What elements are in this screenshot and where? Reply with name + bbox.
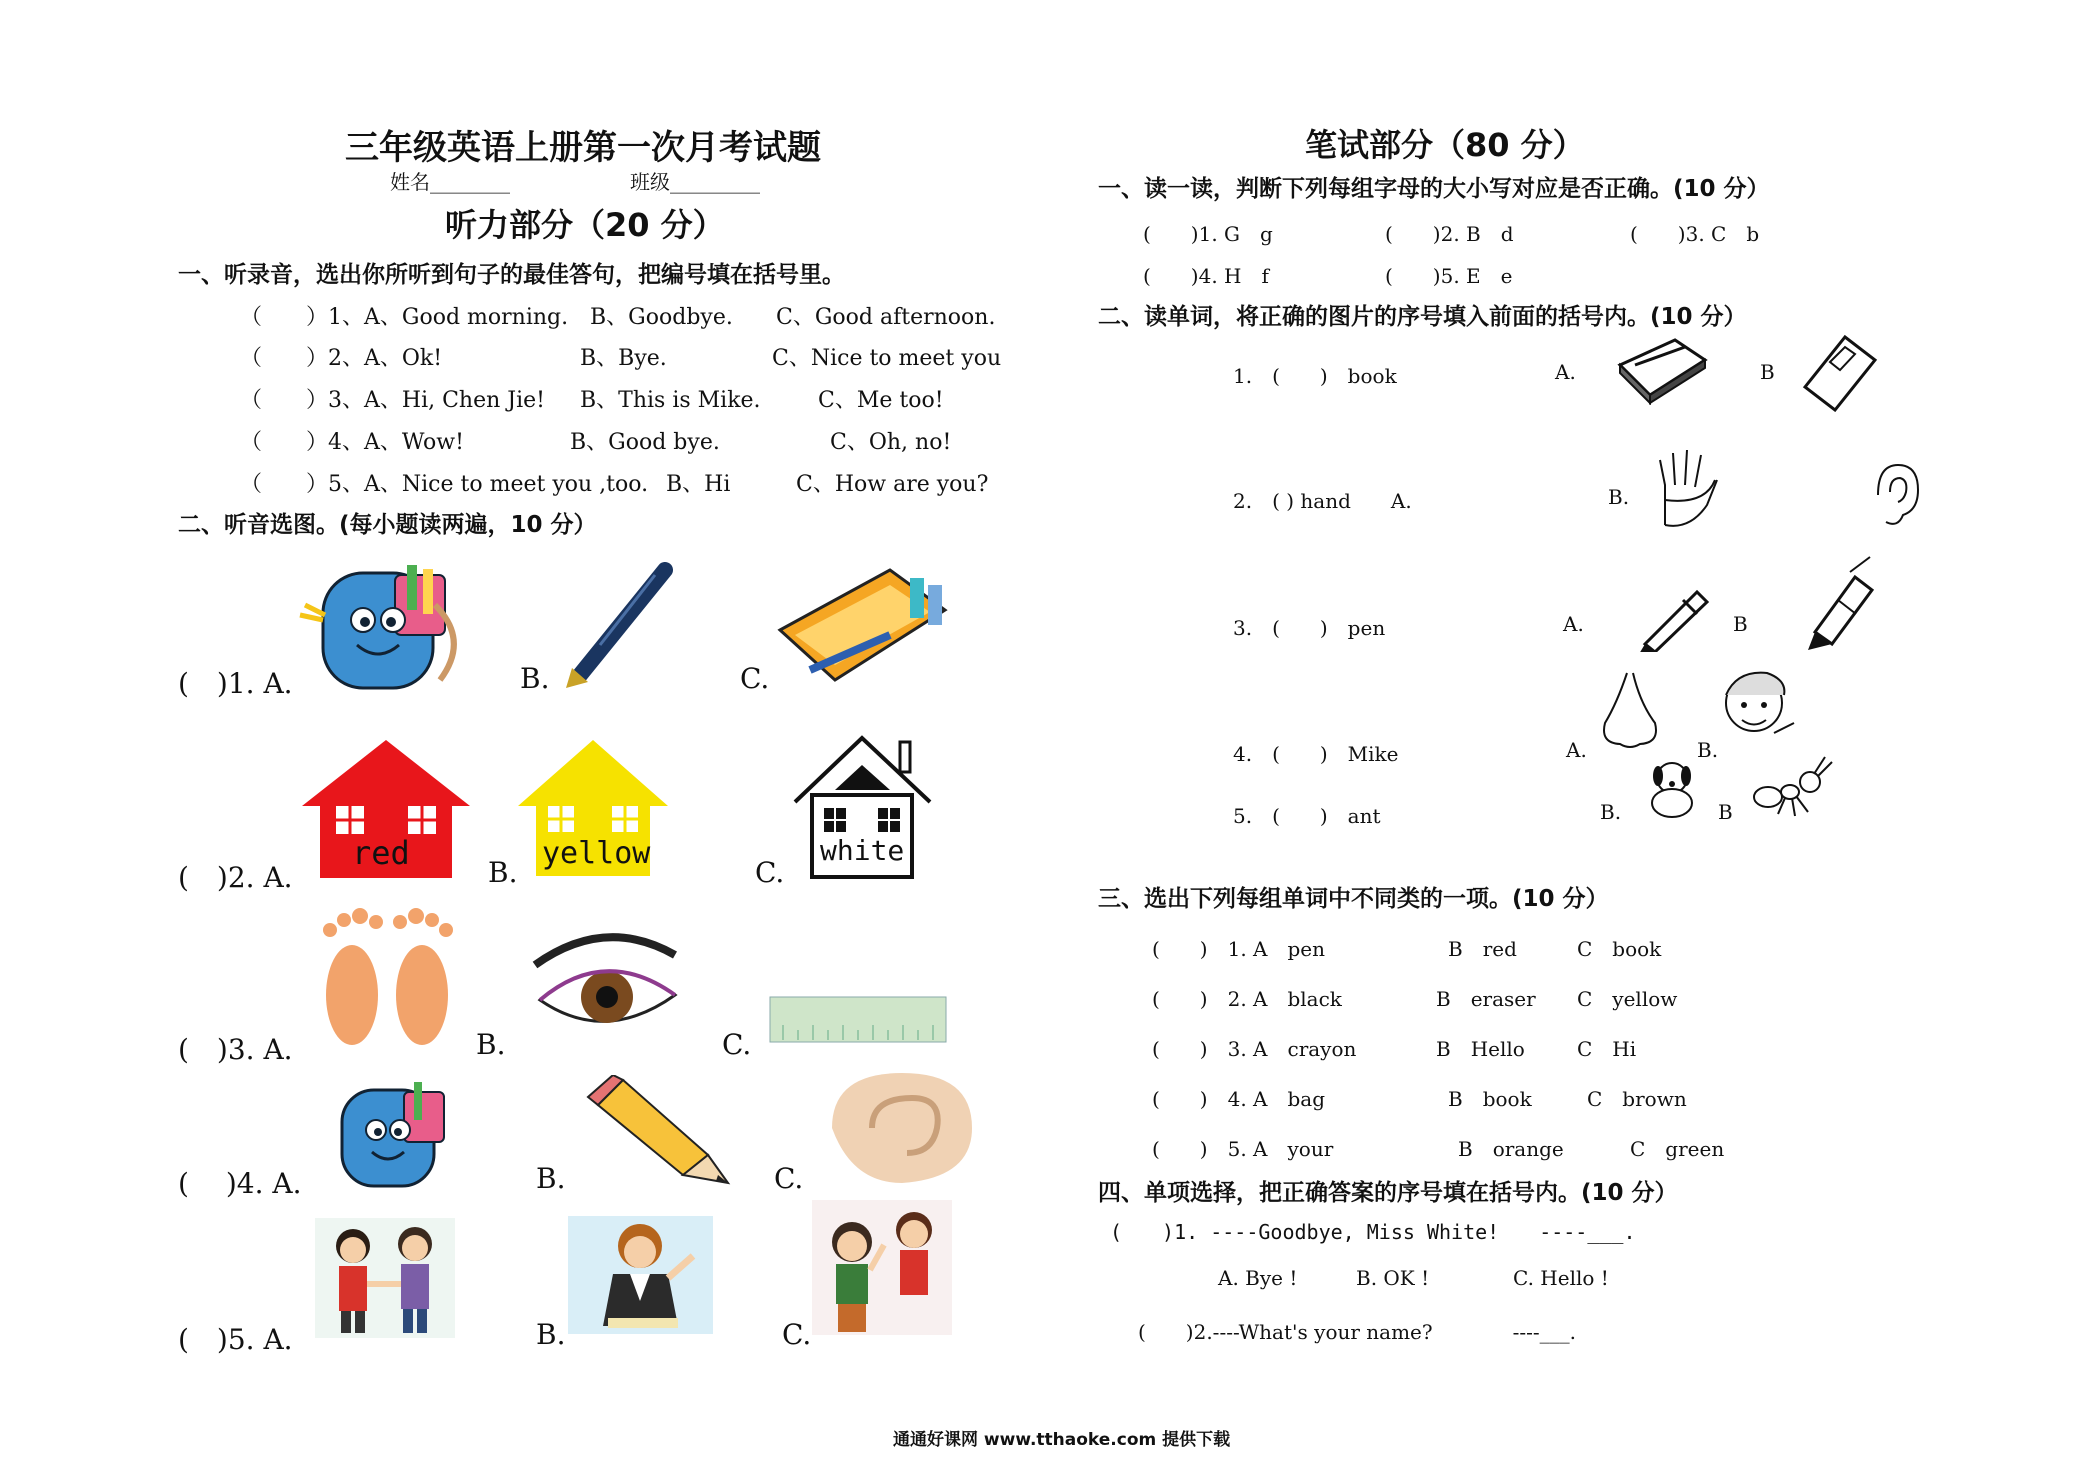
- option-b: B red: [1448, 937, 1517, 961]
- pencil-box-picture: [1615, 335, 1710, 405]
- option-b: B orange: [1458, 1137, 1564, 1161]
- written-section2-heading: 二、读单词，将正确的图片的序号填入前面的括号内。(10 分）: [1098, 304, 1747, 330]
- option-c: C、Me too!: [818, 388, 944, 413]
- option-c: C brown: [1587, 1087, 1687, 1111]
- name-field-label: 姓名________: [390, 170, 510, 194]
- question-label: ( )5. A.: [178, 1323, 293, 1356]
- house-word-yellow: yellow: [542, 836, 651, 871]
- option-b: B、Hi: [666, 472, 731, 497]
- written-section1-heading: 一、读一读，判断下列每组字母的大小写对应是否正确。(10 分）: [1098, 176, 1770, 202]
- boy-face-picture: [1712, 665, 1802, 750]
- list-item: （ ）5、A、Nice to meet you ,too.: [240, 472, 649, 497]
- option-b: B、Goodbye.: [590, 305, 733, 330]
- nose-picture: [1595, 668, 1665, 753]
- list-item: ( ) 2. A black: [1152, 987, 1342, 1011]
- q1-option-b: B. OK !: [1356, 1266, 1430, 1290]
- pen-outline-picture: [1635, 582, 1715, 652]
- option-a-label: B.: [1600, 800, 1622, 824]
- option-b: B book: [1448, 1087, 1532, 1111]
- crayon-picture: [1800, 552, 1880, 652]
- book-picture: [1800, 332, 1880, 412]
- list-item: （ ）2、A、Ok!: [240, 346, 443, 371]
- option-b: B、Good bye.: [570, 430, 720, 455]
- list-item: ( ) 4. A bag: [1152, 1087, 1326, 1111]
- list-item: ( )5. E e: [1385, 264, 1513, 288]
- teacher-picture: [568, 1216, 713, 1334]
- written-title: 笔试部分（80 分）: [1305, 126, 1585, 164]
- list-item: ( )1. G g: [1143, 222, 1273, 246]
- option-c-label: C.: [722, 1028, 752, 1061]
- house-word-white: white: [820, 834, 905, 867]
- handshake-picture: [315, 1218, 455, 1338]
- written-section3-heading: 三、选出下列每组单词中不同类的一项。(10 分）: [1098, 886, 1609, 912]
- option-a-label: A.: [1566, 738, 1587, 762]
- question-label: ( )3. A.: [178, 1033, 293, 1066]
- pen-picture: [560, 560, 680, 690]
- q1-option-a: A. Bye !: [1218, 1266, 1298, 1290]
- option-c: C、Nice to meet you: [772, 346, 1002, 371]
- match-question: 2. ( ) hand A.: [1233, 489, 1412, 513]
- question-label: ( )1. A.: [178, 667, 293, 700]
- multiple-choice-q1: ( )1. ----Goodbye, Miss White! ----___.: [1110, 1220, 1636, 1244]
- option-b-label: B: [1718, 800, 1733, 824]
- option-c-label: C.: [774, 1162, 804, 1195]
- option-b-label: B.: [1697, 738, 1719, 762]
- question-label: ( )2. A.: [178, 861, 293, 894]
- list-item: （ ）4、A、Wow!: [240, 430, 464, 455]
- option-b-label: B.: [488, 856, 518, 889]
- option-c: C、How are you?: [796, 472, 989, 497]
- footer-credit: 通通好课网 www.tthaoke.com 提供下载: [893, 1430, 1231, 1450]
- list-item: （ ）3、A、Hi, Chen Jie!: [240, 388, 545, 413]
- ant-picture: [1750, 752, 1835, 822]
- option-a-label: A.: [1555, 360, 1576, 384]
- dog-picture: [1636, 758, 1706, 823]
- list-item: ( ) 1. A pen: [1152, 937, 1326, 961]
- option-b: B、This is Mike.: [580, 388, 761, 413]
- option-c-label: C.: [740, 662, 770, 695]
- list-item: ( ) 5. A your: [1152, 1137, 1334, 1161]
- yellow-house-picture: [518, 736, 668, 876]
- listening-title: 听力部分（20 分）: [445, 206, 725, 244]
- page-title: 三年级英语上册第一次月考试题: [345, 128, 821, 168]
- question-label: ( )4. A.: [178, 1167, 302, 1200]
- schoolbag-picture: [295, 545, 490, 695]
- match-question: 5. ( ) ant: [1233, 804, 1381, 828]
- written-section4-heading: 四、单项选择，把正确答案的序号填在括号内。(10 分）: [1098, 1180, 1678, 1206]
- option-c: C、Good afternoon.: [776, 305, 996, 330]
- list-item: （ ）1、A、Good morning.: [240, 305, 569, 330]
- option-b-label: B: [1733, 612, 1748, 636]
- option-b-label: B.: [1608, 485, 1630, 509]
- children-greeting-picture: [812, 1200, 952, 1335]
- hand-picture: [1645, 445, 1735, 530]
- ear-picture: [812, 1068, 982, 1188]
- option-c-label: C.: [755, 856, 785, 889]
- option-c: C、Oh, no!: [830, 430, 952, 455]
- ear-outline-picture: [1868, 460, 1923, 530]
- eye-picture: [525, 925, 685, 1050]
- feet-picture: [310, 900, 465, 1050]
- option-b: B eraser: [1436, 987, 1536, 1011]
- q1-option-c: C. Hello !: [1513, 1266, 1609, 1290]
- option-b-label: B.: [536, 1162, 566, 1195]
- option-c: C green: [1630, 1137, 1725, 1161]
- red-house-picture: [302, 738, 470, 878]
- match-question: 4. ( ) Mike: [1233, 742, 1399, 766]
- option-b-label: B.: [476, 1028, 506, 1061]
- house-word-red: red: [352, 834, 410, 872]
- option-c-label: C.: [782, 1318, 812, 1351]
- schoolbag-picture: [320, 1070, 480, 1190]
- class-field-label: 班级_________: [630, 170, 760, 194]
- list-item: ( ) 3. A crayon: [1152, 1037, 1357, 1061]
- pencil-case-picture: [770, 560, 960, 690]
- ruler-picture: [768, 995, 953, 1047]
- match-question: 1. ( ) book: [1233, 364, 1397, 388]
- listening-section2-heading: 二、听音选图。(每小题读两遍，10 分）: [178, 512, 597, 538]
- match-question: 3. ( ) pen: [1233, 616, 1386, 640]
- pencil-picture: [578, 1075, 738, 1185]
- option-b-label: B.: [536, 1318, 566, 1351]
- option-b-label: B: [1760, 360, 1775, 384]
- listening-section1-heading: 一、听录音，选出你所听到句子的最佳答句，把编号填在括号里。: [178, 262, 845, 288]
- white-house-picture: [790, 730, 935, 880]
- list-item: ( )3. C b: [1630, 222, 1760, 246]
- option-c: C book: [1577, 937, 1662, 961]
- option-c: C Hi: [1577, 1037, 1637, 1061]
- option-c: C yellow: [1577, 987, 1678, 1011]
- option-a-label: A.: [1563, 612, 1584, 636]
- option-b: B、Bye.: [580, 346, 667, 371]
- option-b: B Hello: [1436, 1037, 1525, 1061]
- list-item: ( )2. B d: [1385, 222, 1514, 246]
- option-b-label: B.: [520, 662, 550, 695]
- multiple-choice-q2: ( )2.----What's your name? ----___.: [1138, 1320, 1576, 1344]
- list-item: ( )4. H f: [1143, 264, 1269, 288]
